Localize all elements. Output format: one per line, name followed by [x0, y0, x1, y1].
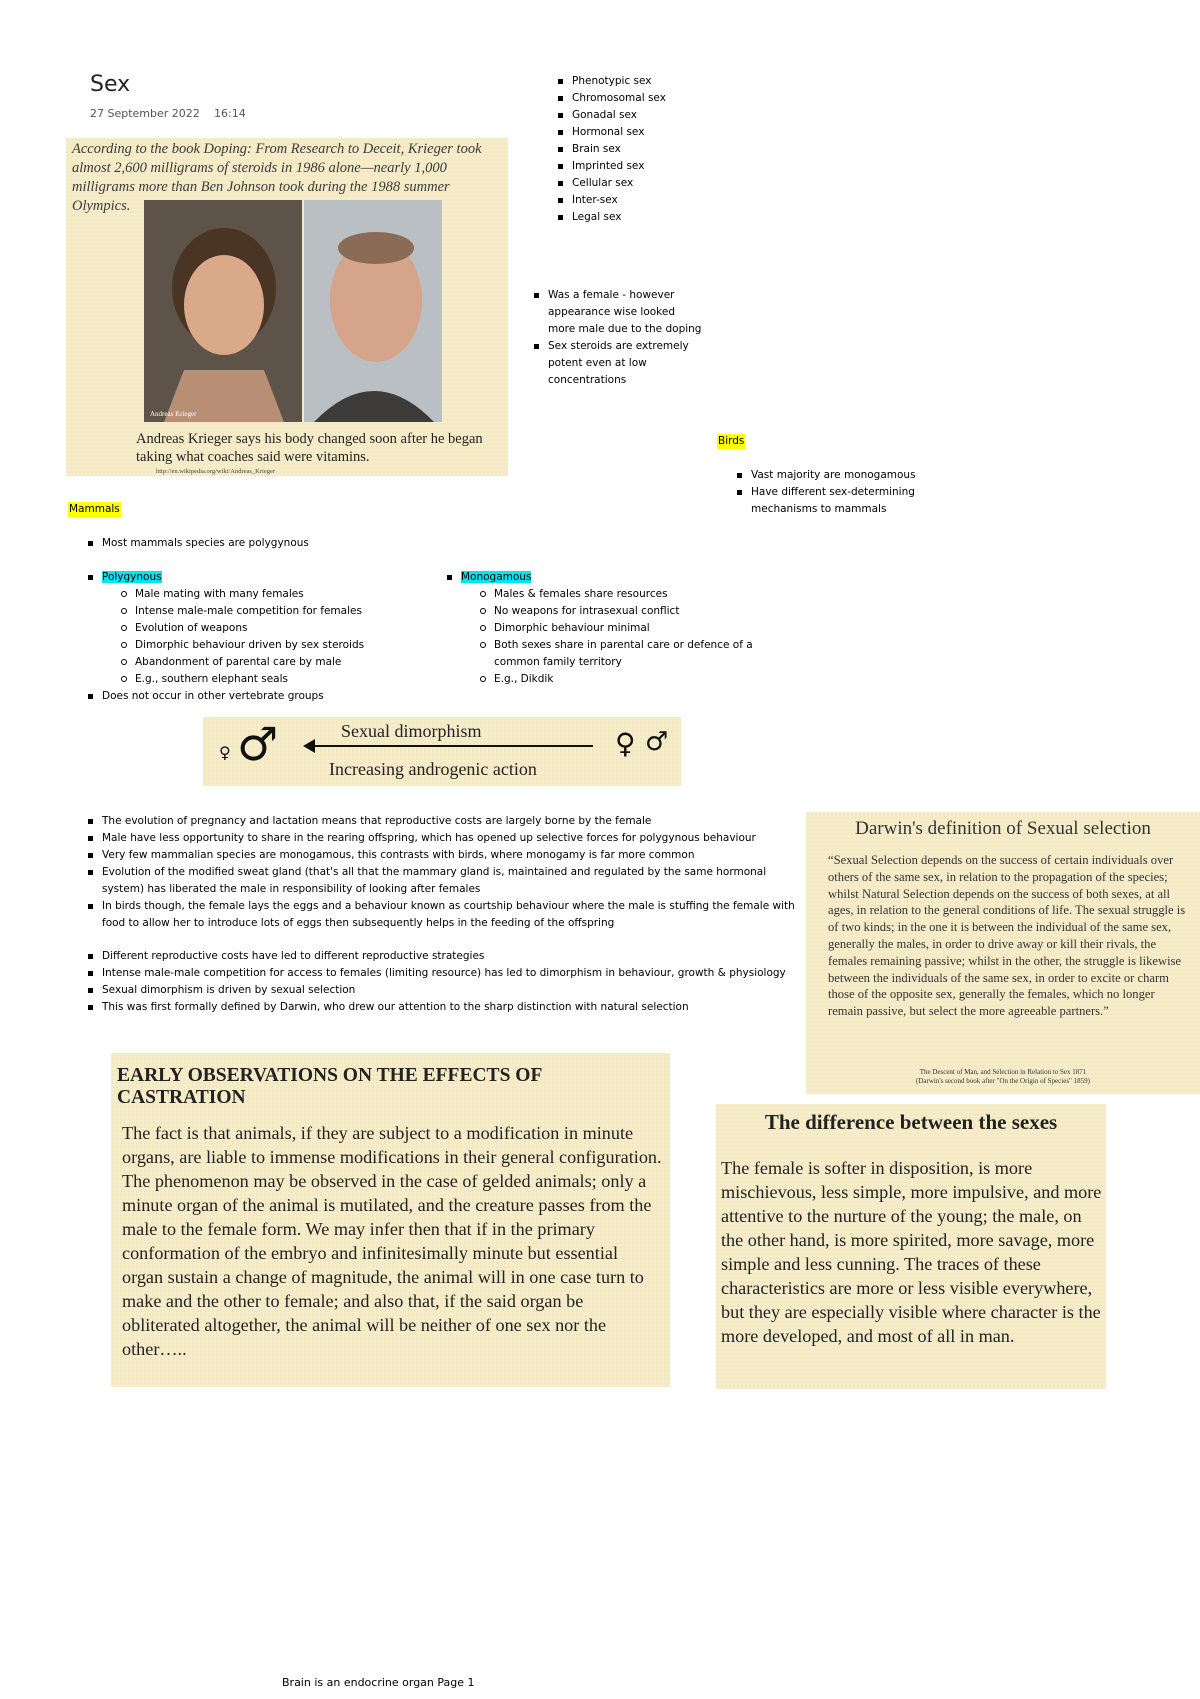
krieger-caption: Andreas Krieger says his body changed soon after he began taking what coaches said were vitamins. — [136, 431, 483, 465]
monogamous-list — [445, 569, 775, 688]
list-item: Was a female - however appearance wise looked more male due to the doping — [532, 287, 702, 338]
mammals-intro-list — [86, 535, 466, 552]
darwin-heading: Darwin's definition of Sexual selection — [855, 818, 1151, 839]
difference-heading: The difference between the sexes — [764, 1110, 1058, 1134]
krieger-quote: According to the book Doping: From Research to Deceit, Krieger took almost 2,600 milligrams of steroids in 1986 alone—nearly 1,000 milligrams more than Ben Johnson took during the 1988 summer Olympics. — [72, 141, 482, 214]
list-item — [86, 569, 466, 688]
polygynous-list — [86, 569, 466, 705]
list-item: Brain sex — [556, 141, 756, 158]
list-item: Intense male-male competition for access to females (limiting resource) has led to dimorphism in behaviour, growth & physiology — [86, 965, 802, 982]
polygynous-sublist — [119, 586, 466, 688]
list-item: Chromosomal sex — [556, 90, 756, 107]
list-item: Cellular sex — [556, 175, 756, 192]
list-item: This was first formally defined by Darwin, who drew our attention to the sharp distinction with natural selection — [86, 999, 802, 1016]
castration-heading: EARLY OBSERVATIONS ON THE EFFECTS OF CASTRATION — [117, 1065, 542, 1108]
list-item: Phenotypic sex — [556, 73, 756, 90]
notes-list-2 — [86, 948, 802, 1016]
list-item: Very few mammalian species are monogamous, this contrasts with birds, where monogamy is far more common — [86, 847, 802, 864]
male-symbol-icon: ♂ — [237, 717, 279, 771]
note-time: 16:14 — [214, 107, 246, 120]
page-footer: Brain is an endocrine organ Page 1 — [282, 1676, 475, 1689]
list-item: Legal sex — [556, 209, 756, 226]
list-item: Sexual dimorphism is driven by sexual selection — [86, 982, 802, 999]
monogamous-label: Monogamous — [461, 571, 532, 583]
page-title: Sex — [90, 72, 131, 97]
list-item: No weapons for intrasexual conflict — [478, 603, 775, 620]
list-item: Inter-sex — [556, 192, 756, 209]
list-item: Males & females share resources — [478, 586, 775, 603]
note-date: 27 September 2022 — [90, 107, 200, 120]
krieger-photo-before — [144, 200, 302, 422]
list-item: Both sexes share in parental care or defence of a common family territory — [478, 637, 775, 671]
difference-image — [716, 1104, 1106, 1389]
birds-heading: Birds — [718, 435, 745, 447]
difference-body: The female is softer in disposition, is more mischievous, less simple, more impulsive, and more attentive to the nurture of the young; the male, on the other hand, is more spirited, more savage, more simple and less cunning. The traces of these characteristics are more or less visible everywhere, but they are especially visible where character is the more developed, and most of all in man. — [721, 1158, 1102, 1346]
female-symbol-icon: ♀ — [615, 727, 636, 760]
polygynous-label: Polygynous — [102, 571, 162, 583]
photo-credit: Andreas Krieger — [150, 410, 197, 418]
list-item: Abandonment of parental care by male — [119, 654, 466, 671]
list-item: Vast majority are monogamous — [735, 467, 945, 484]
darwin-definition-image — [806, 812, 1200, 1094]
list-item: Imprinted sex — [556, 158, 756, 175]
list-item: Sex steroids are extremely potent even at low concentrations — [532, 338, 702, 389]
portrait-icon — [144, 200, 302, 422]
list-item: Most mammals species are polygynous — [86, 535, 466, 552]
list-item: Have different sex-determining mechanisms to mammals — [735, 484, 945, 518]
list-item: The evolution of pregnancy and lactation means that reproductive costs are largely borne by the female — [86, 813, 802, 830]
krieger-url: http://en.wikipedia.org/wiki/Andreas_Krieger — [156, 468, 276, 475]
list-item: Evolution of the modified sweat gland (that's all that the mammary gland is, maintained and regulated by the same hormonal system) has liberated the male in responsibility of looking after females — [86, 864, 802, 898]
list-item: Evolution of weapons — [119, 620, 466, 637]
castration-image — [111, 1053, 670, 1387]
notes-list-1 — [86, 813, 802, 932]
list-item: Dimorphic behaviour minimal — [478, 620, 775, 637]
male-symbol-icon: ♂ — [645, 727, 669, 757]
sex-types-list — [556, 73, 756, 226]
darwin-quote: “Sexual Selection depends on the success of certain individuals over others of the same sex, in relation to the propagation of the species; whilst Natural Selection depends on the success of both sexes, at all ages, in relation to the general conditions of life. The sexual struggle is of two kinds; in the one it is between the individual of the same sex, generally the males, in order to drive away or kill their rivals, the females remaining passive; whilst in the other, the struggle is likewise between the individuals of the same sex, in order to excite or charm those of the opposite sex, generally the females, which no longer remain passive, but select the more agreeable partners.” — [828, 853, 1186, 1019]
darwin-ref-2: (Darwin's second book after "On the Origin of Species" 1859) — [916, 1077, 1090, 1085]
list-item: Male mating with many females — [119, 586, 466, 603]
arrow-line — [309, 745, 593, 747]
krieger-image — [66, 138, 508, 476]
krieger-photo-after — [304, 200, 442, 422]
dimorphism-title: Sexual dimorphism — [341, 721, 482, 741]
list-item: E.g., Dikdik — [478, 671, 775, 688]
mammals-heading: Mammals — [69, 503, 120, 515]
darwin-ref-1: The Descent of Man, and Selection in Relation to Sex 1871 — [919, 1068, 1087, 1076]
female-symbol-icon: ♀ — [219, 743, 231, 762]
dimorphism-subtitle: Increasing androgenic action — [329, 759, 537, 779]
list-item: In birds though, the female lays the eggs and a behaviour known as courtship behaviour where the male is stuffing the female with food to allow her to introduce lots of eggs then subsequently helps in the feeding of the offspring — [86, 898, 802, 932]
list-item: Hormonal sex — [556, 124, 756, 141]
list-item: Intense male-male competition for females — [119, 603, 466, 620]
krieger-notes-list — [532, 287, 702, 389]
list-item: Different reproductive costs have led to different reproductive strategies — [86, 948, 802, 965]
list-item — [445, 569, 775, 688]
monogamous-sublist — [478, 586, 775, 688]
list-item: E.g., southern elephant seals — [119, 671, 466, 688]
list-item: Dimorphic behaviour driven by sex steroids — [119, 637, 466, 654]
birds-list — [735, 467, 945, 518]
dimorphism-banner — [203, 717, 681, 786]
list-item: Does not occur in other vertebrate groups — [86, 688, 466, 705]
castration-body: The fact is that animals, if they are subject to a modification in minute organs, are liable to immense modifications in their general configuration. The phenomenon may be observed in the case of gelded animals; only a minute organ of the animal is mutilated, and the creature passes from the male to the female form. We may infer then that if in the primary conformation of the embryo and infinitesimally minute but essential organ sustain a change of magnitude, the animal will in one case turn to make and the other to female; and also that, if the said organ be obliterated altogether, the animal will be neither of one sex nor the other….. — [122, 1123, 662, 1359]
darwin-reference — [806, 1068, 1200, 1086]
portrait-icon — [304, 200, 442, 422]
list-item: Male have less opportunity to share in the rearing offspring, which has opened up selective forces for polygynous behaviour — [86, 830, 802, 847]
list-item: Gonadal sex — [556, 107, 756, 124]
